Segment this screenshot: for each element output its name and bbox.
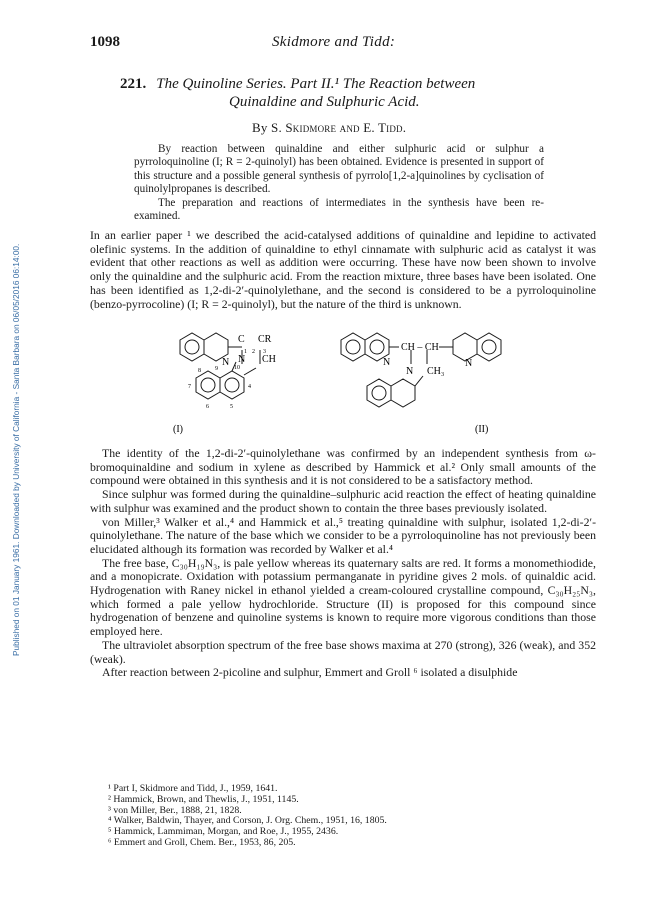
s1-atom-cr: CR [258,334,272,345]
footnote-1: ¹ Part I, Skidmore and Tidd, J., 1959, 1641. [108,783,278,794]
footnote-6: ⁶ Emmert and Groll, Chem. Ber., 1953, 86, 205. [108,836,296,848]
s1-atom-c: C [238,334,245,345]
footnote-2: ² Hammick, Brown, and Thewlis, J., 1951, 1145. [108,793,299,805]
footnote-4: ⁴ Walker, Baldwin, Thayer, and Corson, J. Org. Chem., 1951, 16, 1805. [108,815,387,827]
s1-num-10: 10 [234,365,240,371]
s1-atom-n1: N [222,357,230,368]
body-para-1: In an earlier paper ¹ we described the acid-catalysed additions of quinaldine and lepidine to activated olefinic systems. In the addition of quinaldine to ethyl cinnamate with sulphuric acid as catalyst it was evident that other reactions as well as addition were occurring. These have now been shown to involve only the quinaldine and the sulphuric acid. From the reaction mixture, three bases have been isolated. One has been identified as 1,2-di-2′-quinolylethane, and the second is considered to be a pyrroloquinoline (benzo-pyrrocoline) (I; R = 2-quinolyl), but the nature of the third is unknown. [90,228,596,311]
page-number: 1098 [90,34,120,50]
structure-I-label: (I) [173,424,183,435]
s2-atom-ch3: CH₃ [427,366,445,377]
s1-num-2: 2 [252,349,255,355]
abstract [134,143,544,223]
structure-II-label: (II) [475,424,489,435]
s1-num-5: 5 [230,404,233,410]
article-number: 221. [120,76,147,92]
s1-num-9: 9 [215,366,218,372]
s1-atom-ch: CH [262,354,276,365]
s2-atom-n2: N [406,366,414,377]
abstract-para-1: By reaction between quinaldine and either sulphuric acid or sulphur a pyrroloquinoline (I; R = 2-quinolyl) has been obtained. Evidence is presented in support of this structure and a possible general synthesis of pyrrolo[1,2-a]quinolines by cyclisation of quinolylpropanes is described. [134,143,544,196]
footnote-5: ⁵ Hammick, Lammiman, Morgan, and Roe, J., 1955, 2436. [108,826,339,838]
download-watermark [3,96,19,656]
s1-num-8: 8 [198,368,201,374]
footnote-3: ³ von Miller, Ber., 1888, 21, 1828. [108,804,242,816]
footnotes [108,784,588,849]
s1-num-7: 7 [188,384,191,390]
body-para-7: After reaction between 2-picoline and sulphur, Emmert and Groll ⁶ isolated a disulphide [102,665,518,680]
byline-prefix: By [252,120,268,135]
s2-atom-n3: N [465,358,473,369]
body-para-2: The identity of the 1,2-di-2′-quinolylethane was confirmed by an independent synthesis from ω-bromoquinaldine and sodium in xylene as described by Hammick et al.² Only small amounts of the compound were obtained in this synthesis and it is not considered to be a satisfactory method. [90,446,596,488]
abstract-para-2: The preparation and reactions of intermediates in the synthesis have been re-examined. [134,196,544,223]
article-title-line2: Quinaldine and Sulphuric Acid. [229,94,420,110]
structure-I-drawing [168,328,318,438]
s1-num-6: 6 [206,404,209,410]
article-title-line1 [120,76,475,93]
s2-atom-chch: CH – CH [401,342,439,353]
download-watermark-text: Published on 01 January 1961. Downloaded by University of California - Santa Barbara on 06/05/2016 06:14:00. [11,243,21,656]
s1-num-1: 1 [244,349,247,355]
body-para-3: Since sulphur was formed during the quinaldine–sulphuric acid reaction the effect of heating quinaldine with sulphur was examined and the product shown to contain the three bases previously isolated. [90,487,596,515]
authors: S. Skidmore and E. Tidd. [271,120,407,135]
body-para-6: The ultraviolet absorption spectrum of the free base shows maxima at 270 (strong), 326 (weak), and 352 (weak). [90,637,596,666]
structure-II-drawing [335,328,525,438]
structure-II [335,328,525,438]
title-text-1: The Quinoline Series. Part II.¹ The Reaction between [156,76,476,92]
s1-num-4: 4 [248,384,251,390]
structure-I [168,328,318,438]
running-head: Skidmore and Tidd: [272,34,396,50]
s1-num-3: 3 [263,349,266,355]
body-text-part2 [90,447,596,680]
body-text-part1 [90,229,596,311]
s1-atom-n2: N [238,354,246,365]
s2-atom-n1: N [383,357,391,368]
body-para-4: von Miller,³ Walker et al.,⁴ and Hammick et al.,⁵ treating quinaldine with sulphur, isolated 1,2-di-2′-quinolylethane. The nature of the base which we consider to be a pyrroloquinoline has not previously been elucidated although its formation was recorded by Walker et al.⁴ [90,514,596,556]
body-para-5: The free base, C₃₀H₁₉N₃, is pale yellow whereas its quaternary salts are red. It forms a monomethiodide, and a monopicrate. Oxidation with potassium permanganate in pyridine gives 2 mols. of quinaldic acid. Hydrogenation with Raney nickel in ethanol yielded a cream-coloured crystalline compound, C₃₀H₂₅N₃, which formed a pale yellow hydrochloride. Structure (II) is proposed for this compound since hydrogenation of benzene and quinoline systems is known to require more vigorous conditions than those employed here. [90,555,596,639]
byline [252,120,406,136]
